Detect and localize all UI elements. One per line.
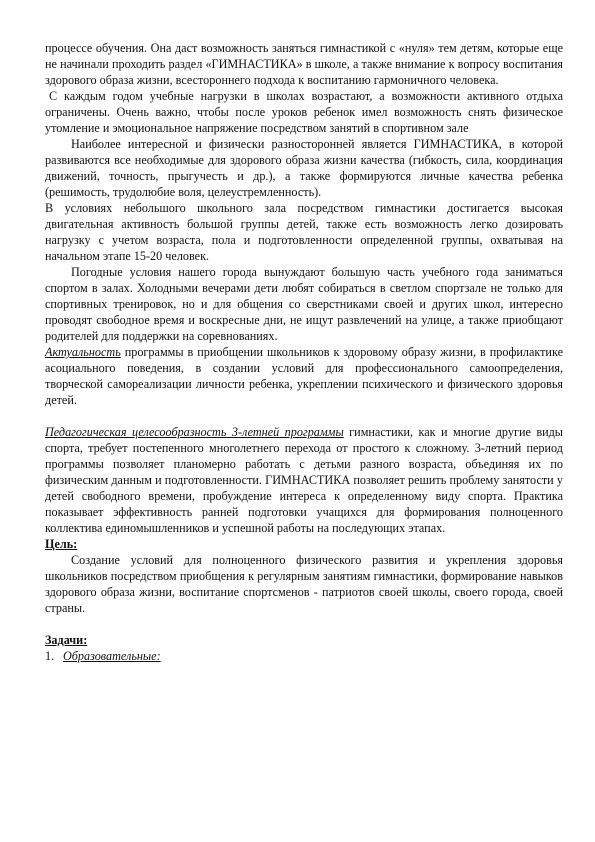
goal-text: Создание условий для полноценного физического развития и укрепления здоровья школьников посредством приобщения к регулярным занятиям гимнастики, формирование навыков здорового образа жизни, воспитание спортсменов - патриотов своей школы, своего города, своей страны. [45, 553, 563, 615]
paragraph-weather: Погодные условия нашего города вынуждают большую часть учебного года заниматься спортом в залах. Холодными вечерами дети любят собираться в светлом спортзале не только для спортивных тренировок, но и для общения со сверстниками своей и других школ, интересно проводят свободное время и воскресные дни, не ищут развлечений на улице, а также приобщают родителей для поддержки на соревнованиях. [45, 265, 563, 343]
document-page [45, 40, 563, 664]
spacer [45, 616, 563, 632]
spacer [45, 408, 563, 424]
paragraph-gymnastics: Наиболее интересной и физически разносторонней является ГИМНАСТИКА, в которой развиваются все необходимые для здорового образа жизни качества (гибкость, сила, координация движений, точность, прыгучесть и др.), а также формируются личные качества ребенка (решимость, трудолюбие воля, целеустремленность). [45, 137, 563, 199]
pedagogical-label: Педагогическая целесообразность 3-летней программы [45, 425, 344, 439]
pedagogical-text: гимнастики, как и многие другие виды спорта, требует постепенного многолетнего перехода от простого к сложному. 3-летний период программы позволяет планомерно работать с детьми разного возраста, объединяя их по физическим данным и подготовленности. ГИМНАСТИКА позволяет решить проблему занятости у детей свободного времени, пробуждение интереса к определенному виду спорта. Практика показывает эффективность ранней подготовки учащихся для формирования полноценного коллектива единомышленников и успешной работы на последующих этапах. [45, 425, 563, 535]
list-number: 1. [45, 649, 55, 663]
relevance-text: программы в приобщении школьников к здоровому образу жизни, в профилактике асоциального поведения, в создании условий для профессионального самоопределения, творческой самореализации личности ребенка, укреплении психического и физического здоровья детей. [45, 345, 563, 407]
paragraph-intro: процессе обучения. Она даст возможность заняться гимнастикой с «нуля» тем детям, которые еще не начинали проходить раздел «ГИМНАСТИКА» в школе, а также внимание к вопросу воспитания здорового образа жизни, всестороннего подхода к воспитанию гармоничного человека. [45, 41, 563, 87]
paragraph-pedagogical [45, 424, 563, 536]
educational-label: Образовательные: [63, 649, 161, 663]
relevance-label: Актуальность [45, 345, 121, 359]
paragraph-small-hall: В условиях небольшого школьного зала посредством гимнастики достигается высокая двигательная активность большой группы детей, также есть возможность легко дозировать нагрузку с учетом возраста, пола и подготовленности определенной группы, охватывая на начальном этапе 15-20 человек. [45, 201, 563, 263]
goal-heading: Цель: [45, 537, 78, 551]
tasks-item-1 [45, 648, 563, 664]
tasks-heading: Задачи: [45, 633, 88, 647]
paragraph-relevance [45, 344, 563, 408]
paragraph-school-load: С каждым годом учебные нагрузки в школах возрастают, а возможности активного отдыха ограничены. Очень важно, чтобы после уроков ребенок имел возможность снять физическое утомление и эмоциональное напряжение посредством занятий в спортивном зале [45, 89, 563, 135]
